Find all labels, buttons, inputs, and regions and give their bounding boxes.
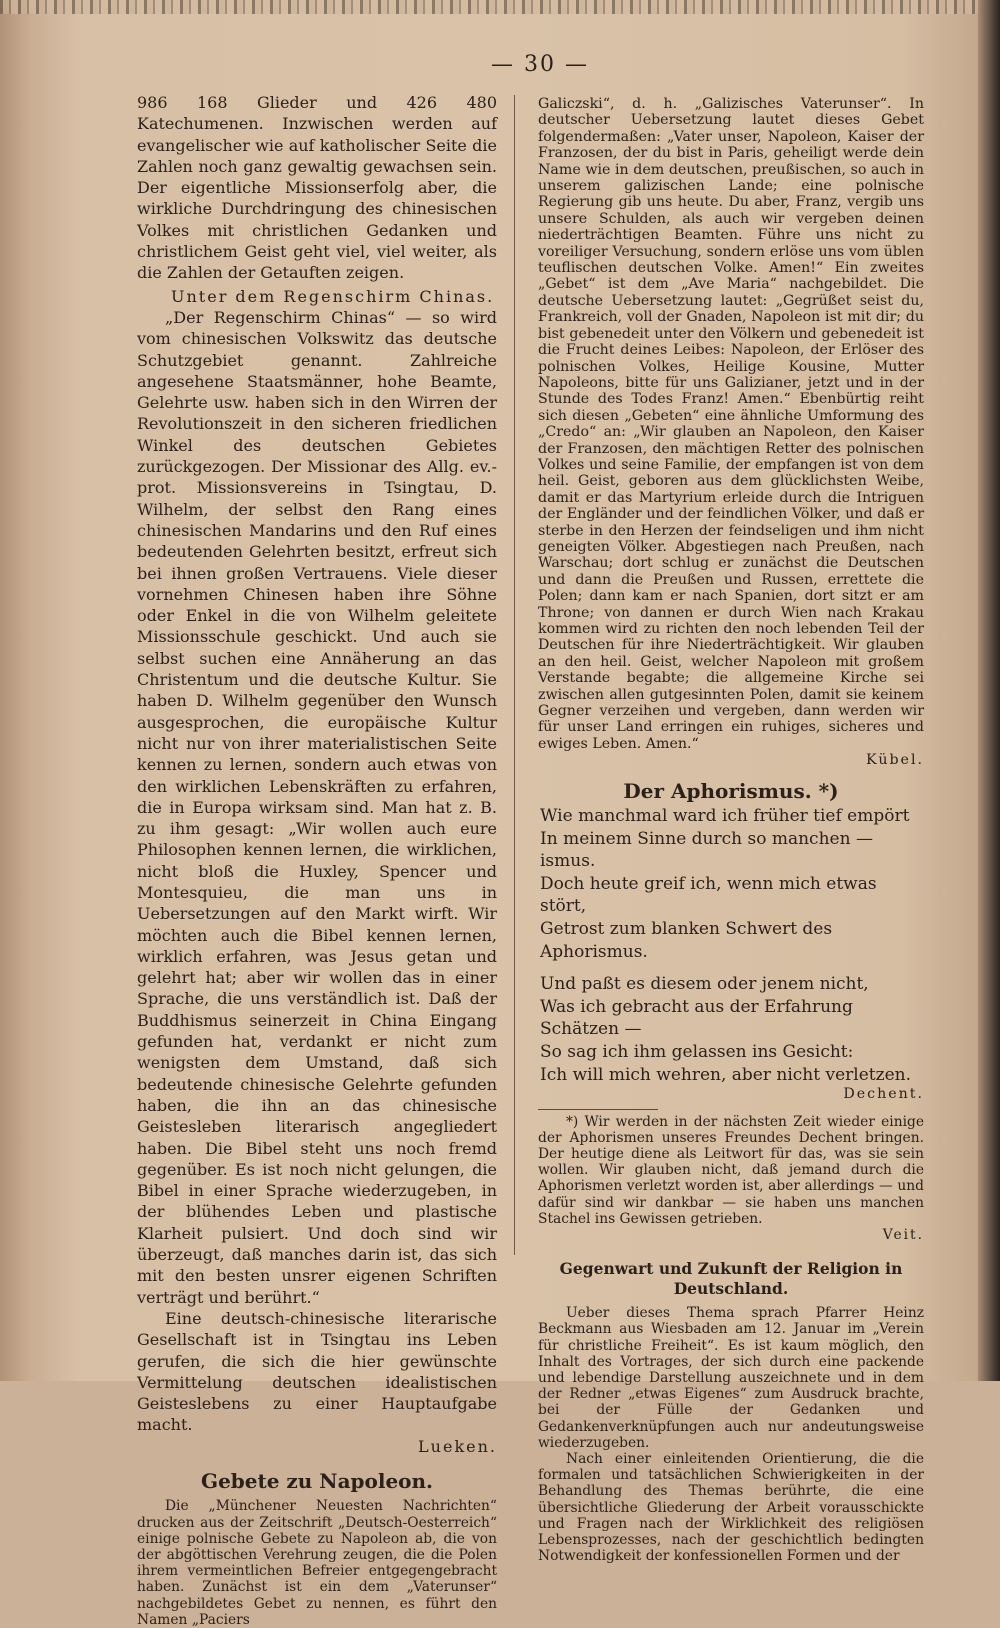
paragraph: Nach einer einleitenden Orientierung, die die formalen und tatsächlichen Schwierigkeiten in der Behandlung des Themas berührte, die eine übersichtliche Gliederung der Arbeit vorausschickte und Fragen nach der Wirklichkeit des religiösen Lebensprozesses, nach der geschichtlich bedingten Notwendigkeit der konfessionellen Formen und der [538,1451,924,1565]
poem-line: Wie manchmal ward ich früher tief empört [540,806,910,827]
poem [538,805,924,1086]
paragraph: 986 168 Glieder und 426 480 Katechumenen. Inzwischen werden auf evangelischer wie auf katholischer Seite die Zahlen noch ganz gewaltig gewachsen sein. Der eigentliche Missionserfolg aber, die wirkliche Durchdringung des chinesischen Volkes mit christlichen Gedanken und christlichem Geist geht viel, viel weiter, als die Zahlen der Getauften zeigen. [137,93,497,283]
paragraph: „Der Regenschirm Chinas“ — so wird vom chinesischen Volkswitz das deutsche Schutzgebiet genannt. Zahlreiche angesehene Staatsmänner, hohe Beamte, Gelehrte usw. haben sich in den Wirren der Revolutionszeit in den sicheren friedlichen Winkel des deutschen Gebietes zurückgezogen. Der Missionar des Allg. ev.-prot. Missionsvereins in Tsingtau, D. Wilhelm, der selbst den Rang eines chinesischen Mandarins und den Ruf eines bedeutenden Gelehrten besitzt, erfreut sich bei ihnen großen Vertrauens. Viele dieser vornehmen Chinesen haben ihre Söhne oder Enkel in die von Wilhelm geleitete Missionsschule geschickt. Und auch sie selbst suchen eine Annäherung an das Christentum und die deutsche Kultur. Sie haben D. Wilhelm gegenüber den Wunsch ausgesprochen, die europäische Kultur nicht nur von ihrer materialistischen Seite kennen zu lernen, sondern auch etwas von den wirklichen Lebenskräften zu erfahren, die in Europa wirksam sind. Man hat z. B. zu ihm gesagt: „Wir wollen auch eure Philosophen kennen lernen, die wirklichen, nicht bloß die Huxley, Spencer und Montesquieu, die man uns in Uebersetzungen auf den Markt wirft. Wir möchten auch die Bibel kennen lernen, wirklich erfahren, was Jesus getan und gelehrt hat; aber wir wollen das in einer Sprache, die uns verständlich ist. Daß der Buddhismus seinerzeit in China Eingang gefunden hat, verdankt er nicht zum wenigsten dem Umstand, daß sich bedeutende chinesische Gelehrte gefunden haben, die ihn an das chinesische Geistesleben literarisch angegliedert haben. Die Bibel steht uns noch fremd gegenüber. Es ist noch nicht gelungen, die Bibel in einer Sprache wiederzugeben, in der blühendes Leben und plastische Klarheit pulsiert. Und doch sind wir überzeugt, daß manches darin ist, das sich mit den besten unsrer eigenen Schriften verträgt und berührt.“ [137,307,497,1307]
right-column [538,96,924,1564]
poem-heading: Der Aphorismus. *) [623,778,839,803]
author-signature: Kübel. [866,752,924,769]
poem-line: Doch heute greif ich, wenn mich etwas stört, [540,873,877,917]
poem-line: Getrost zum blanken Schwert des Aphorismus. [540,919,833,962]
author-signature: Veit. [882,1227,924,1244]
page-top-edge [0,0,1000,14]
column-divider [514,95,515,1255]
poem-line: In meinem Sinne durch so manchen — ismus. [540,828,873,872]
left-column [137,92,497,1628]
poem-line: Was ich gebracht aus der Erfahrung Schätzen — [540,996,853,1040]
section-subheading: Unter dem Regenschirm Chinas. [171,286,495,306]
page-number: — 30 — [491,52,589,77]
footnote-rule [538,1109,658,1110]
paragraph: Die „Münchener Neuesten Nachrichten“ drucken aus der Zeitschrift „Deutsch-Oesterreich“ einige polnische Gebete zu Napoleon ab, die von der abgöttischen Verehrung zeugen, die die Polen ihrem vermeintlichen Befreier entgegengebracht haben. Zunächst ist ein dem „Vaterunser“ nachgebildetes Gebet zu nennen, es führt den Namen „Paciers [137,1498,497,1628]
binding-edge [978,0,1000,1381]
paragraph: Eine deutsch-chinesische literarische Gesellschaft ist in Tsingtau ins Leben gerufen, die sich die hier gewünschte Vermittelung deutschen idealistischen Geisteslebens zu einer Hauptaufgabe macht. [137,1308,497,1435]
poem-line: Und paßt es diesem oder jenem nicht, [540,974,869,995]
paragraph: Galiczski“, d. h. „Galizisches Vaterunser“. In deutscher Uebersetzung lautet dieses Gebet folgendermaßen: „Vater unser, Napoleon, Kaiser der Franzosen, der du bist in Paris, geheiligt werde dein Name wie in dem deutschen, preußischen, so auch in unserem galizischen Lande; eine polnische Regierung gib uns heute. Du aber, Franz, vergib uns unsere Schulden, als auch wir vergeben deinen niederträchtigen Beamten. Führe uns nicht zu voreiliger Versuchung, sondern erlöse uns vom üblen teuflischen deutschen Volke. Amen!“ Ein zweites „Gebet“ ist dem „Ave Maria“ nachgebildet. Die deutsche Uebersetzung lautet: „Gegrüßet seist du, Frankreich, voll der Gnaden, Napoleon ist mit dir; du bist gebenedeit unter den Völkern und gebenedeit ist die Frucht deines Leibes: Napoleon, der Erlöser des polnischen Volkes, Heilige Kousine, Mutter Napoleons, bitte für uns Galizianer, jetzt und in der Stunde des Todes Franz! Amen.“ Ebenbürtig reiht sich diesen „Gebeten“ eine ähnliche Umformung des „Credo“ an: „Wir glauben an Napoleon, den Kaiser der Franzosen, den mächtigen Retter des polnischen Volkes und seine Familie, der empfangen ist von dem heil. Geist, geboren aus dem glücklichsten Weibe, damit er das Martyrium erleide durch die Intriguen der Engländer und der feindlichen Völker, und daß er sterbe in den Herzen der feindseligen und ihm nicht geneigten Völker. Abgestiegen nach Preußen, nach Warschau; dort schlug er zunächst die Deutschen und dann die Preußen und Russen, errettete die Polen; dann kam er nach Spanien, dort sitzt er am Throne; von dannen er durch Wien nach Krakau kommen wird zu richten den noch lebenden Teil der Deutschen für ihre Niederträchtigkeit. Wir glauben an den heil. Geist, welcher Napoleon mit großem Verstande begabte; die allgemeine Kirche sei zwischen allen gutgesinnten Polen, damit sie keinem Gegner verzeihen und vergeben, dann werden wir für unser Land erringen ein ruhiges, sicheres und ewiges Leben. Amen.“ [538,96,924,752]
article-heading: Gegenwart und Zukunft der Religion in Deutschland. [559,1259,903,1299]
poem-line: So sag ich ihm gelassen ins Gesicht: [540,1042,854,1062]
article-heading: Gebete zu Napoleon. [200,1469,434,1493]
paragraph: Ueber dieses Thema sprach Pfarrer Heinz Beckmann aus Wiesbaden am 12. Januar im „Verein für christliche Freiheit“. Es ist kaum möglich, den Inhalt des Vortrages, der sich durch eine packende und lebendige Darstellung auszeichnete und in dem der Redner „etwas Eigenes“ zum Ausdruck brachte, bei der Fülle der Gedanken und Gedankenverknüpfungen auch nur andeutungsweise wiederzugeben. [538,1305,924,1451]
author-signature: Dechent. [843,1086,924,1103]
poem-line: Ich will mich wehren, aber nicht verletzen. [540,1064,911,1085]
author-signature: Lueken. [418,1436,497,1456]
footnote: *) Wir werden in der nächsten Zeit wieder einige der Aphorismen unseres Freundes Dechent bringen. Der heutige diene als Leitwort für das, was sie sein wollen. Wir glauben nicht, daß jemand durch die Aphorismen verletzt worden ist, aber allerdings — und dafür sind wir dankbar — sie haben uns manchen Stachel ins Gewissen getrieben. [538,1113,924,1227]
stanza-gap [538,963,924,973]
